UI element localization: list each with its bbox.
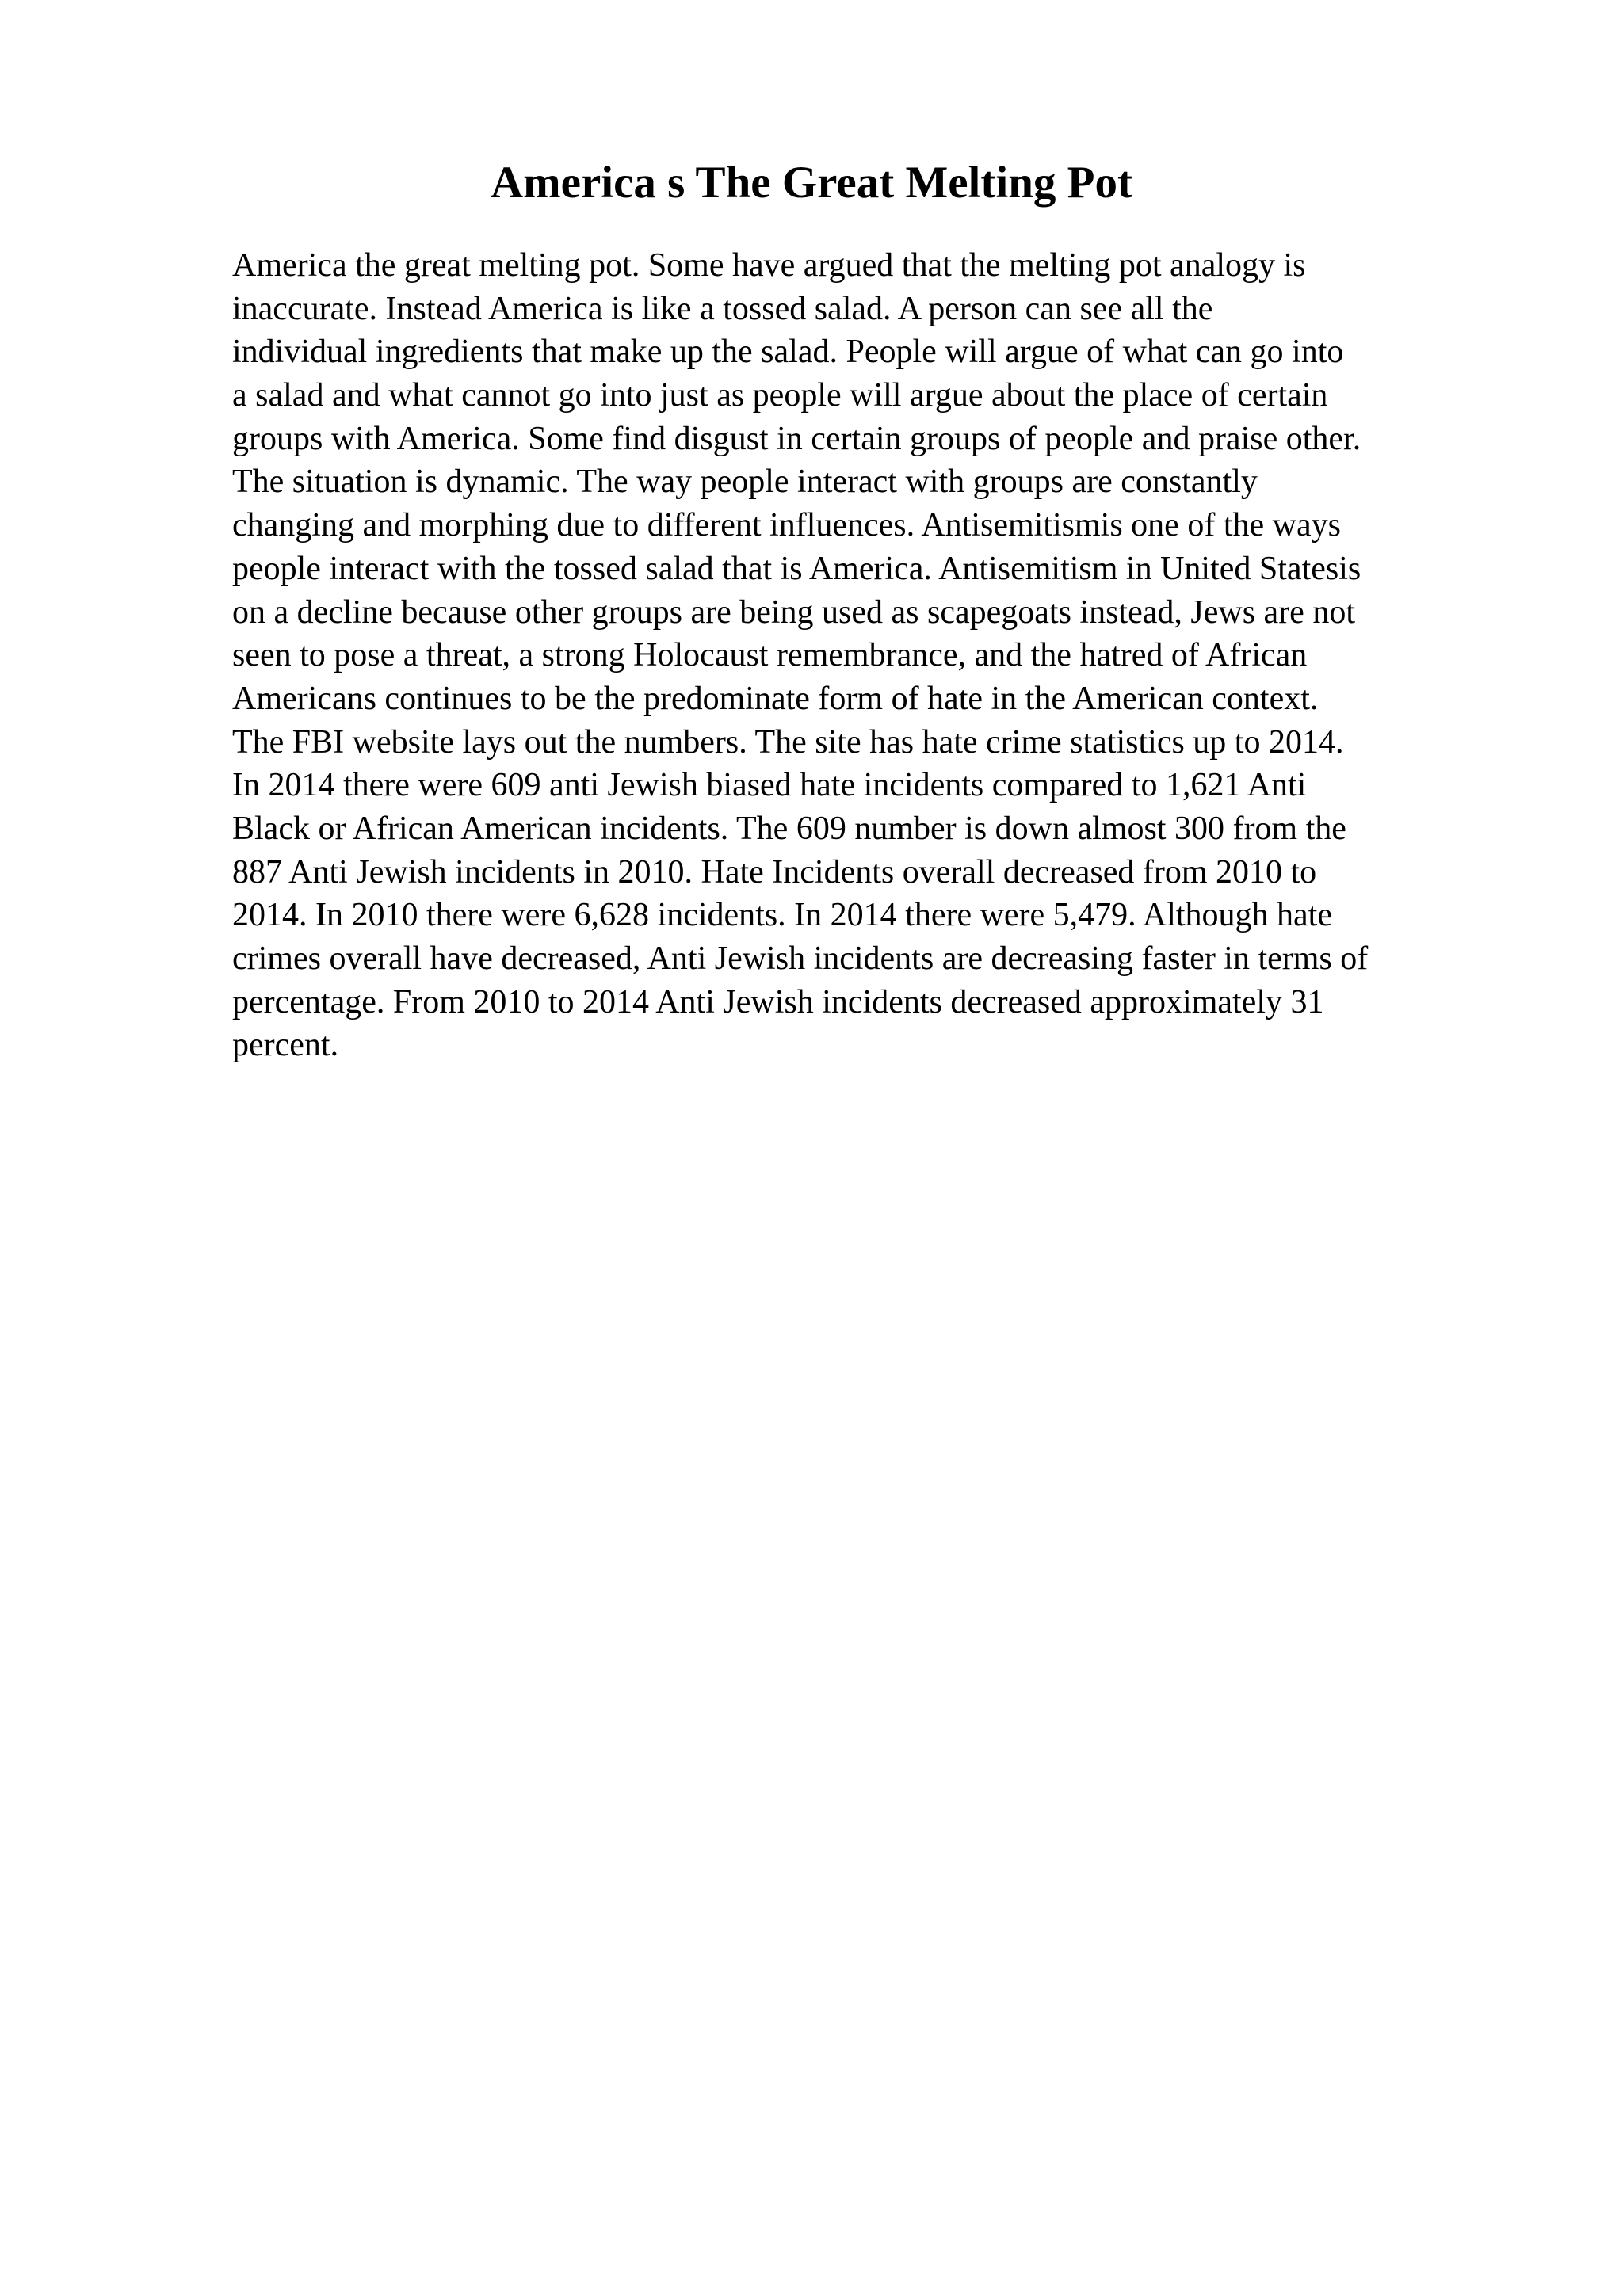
body-line: The situation is dynamic. The way people interact with groups are constantly: [232, 463, 1258, 501]
body-line: people interact with the tossed salad that is America. Antisemitism in United Statesis: [232, 550, 1361, 587]
body-line: Black or African American incidents. The 609 number is down almost 300 from the: [232, 810, 1346, 847]
body-line: groups with America. Some find disgust in certain groups of people and praise other.: [232, 420, 1361, 457]
body-line: Americans continues to be the predominate form of hate in the American context.: [232, 680, 1319, 717]
body-line: 2014. In 2010 there were 6,628 incidents. In 2014 there were 5,479. Although hate: [232, 897, 1332, 934]
document-title: America s The Great Melting Pot: [491, 158, 1132, 208]
body-line: percent.: [232, 1027, 339, 1064]
body-line: percentage. From 2010 to 2014 Anti Jewish incidents decreased approximately 31: [232, 983, 1324, 1020]
body-line: America the great melting pot. Some have argued that the melting pot analogy is: [232, 247, 1306, 284]
body-line: inaccurate. Instead America is like a tossed salad. A person can see all the: [232, 290, 1213, 327]
body-line: crimes overall have decreased, Anti Jewish incidents are decreasing faster in terms of: [232, 940, 1369, 977]
body-line: 887 Anti Jewish incidents in 2010. Hate Incidents overall decreased from 2010 to: [232, 853, 1317, 891]
body-line: seen to pose a threat, a strong Holocaust remembrance, and the hatred of African: [232, 637, 1308, 674]
body-line: The FBI website lays out the numbers. The site has hate crime statistics up to 2014.: [232, 723, 1344, 761]
document-body: [232, 244, 1520, 1067]
body-line: a salad and what cannot go into just as people will argue about the place of certain: [232, 377, 1328, 414]
body-line: individual ingredients that make up the salad. People will argue of what can go into: [232, 334, 1344, 371]
body-line: In 2014 there were 609 anti Jewish biased hate incidents compared to 1,621 Anti: [232, 767, 1307, 804]
body-line: changing and morphing due to different influences. Antisemitismis one of the ways: [232, 507, 1341, 544]
body-line: on a decline because other groups are being used as scapegoats instead, Jews are not: [232, 593, 1355, 631]
